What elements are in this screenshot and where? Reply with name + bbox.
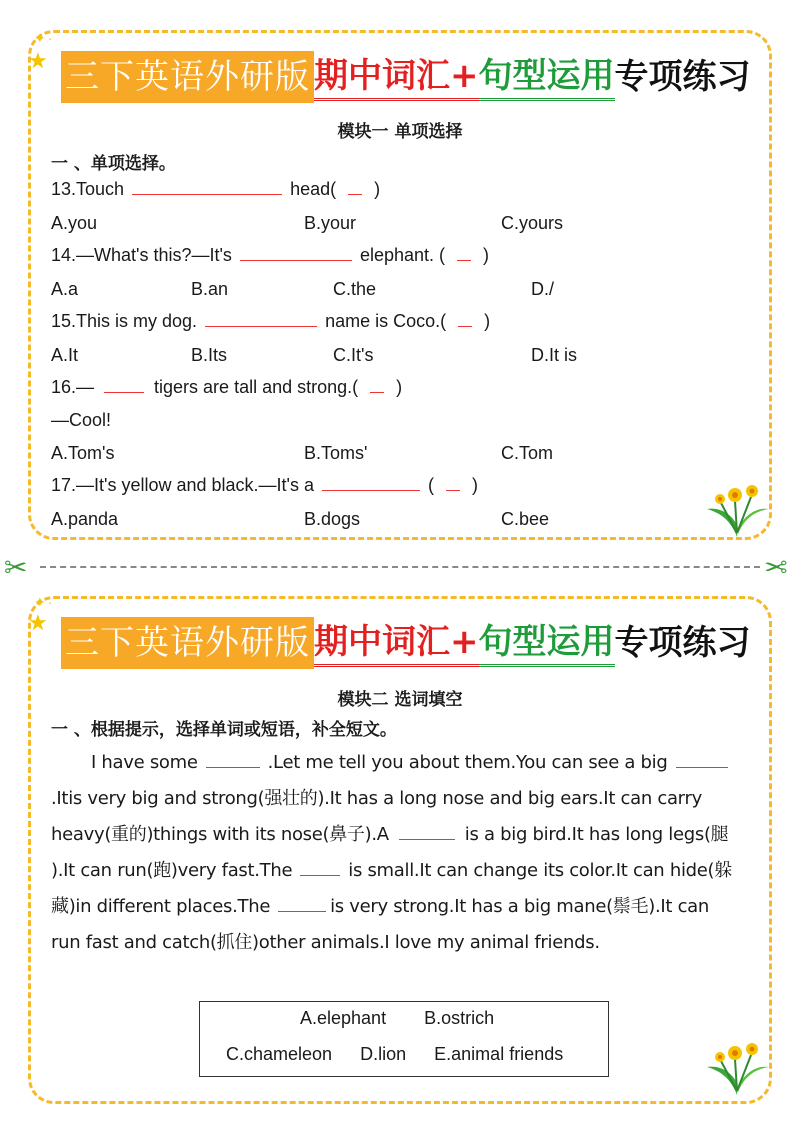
scissors-icon: ✂ [764, 552, 788, 583]
option[interactable]: B.an [191, 279, 229, 299]
word-bank-row [226, 1044, 563, 1065]
answer-blank[interactable] [132, 194, 282, 195]
answer-blank[interactable] [676, 767, 728, 768]
star-icon: ★ [28, 48, 48, 73]
module-title: 模块二 选词填空 [337, 690, 463, 710]
passage-line [51, 853, 761, 889]
answer-blank[interactable] [399, 839, 455, 840]
section-heading: 一 、根据提示，选择单词或短语，补全短文。 [51, 720, 397, 740]
question-14 [51, 245, 489, 266]
choice-blank[interactable] [457, 260, 471, 261]
passage-text: heavy(重的)things with its nose(鼻子).A [51, 824, 389, 845]
option[interactable]: B.your [304, 213, 357, 233]
word-bank [199, 1001, 609, 1077]
passage-line: run fast and catch(抓住)other animals.I love my animal friends. [51, 932, 600, 953]
title-part-4: 专项练习 [614, 623, 751, 663]
passage [51, 745, 761, 961]
question-text: head( [290, 179, 337, 199]
passage-text: is a big bird.It has long legs(腿 [464, 824, 729, 845]
section-heading: 一 、单项选择。 [51, 154, 176, 174]
option[interactable]: B.Its [191, 345, 228, 365]
title-part-3: 句型运用 [479, 620, 615, 667]
answer-blank[interactable] [300, 875, 340, 876]
scissors-icon: ✂ [4, 552, 28, 583]
question-16 [51, 377, 402, 398]
choice-blank[interactable] [370, 392, 384, 393]
question-text: elephant. ( [359, 245, 445, 265]
answer-blank[interactable] [206, 767, 260, 768]
worksheet-card-1 [28, 30, 772, 540]
question-17 [51, 475, 478, 496]
word-option[interactable]: E.animal friends [434, 1044, 564, 1064]
title-part-2: 期中词汇+ [314, 54, 479, 101]
cut-line [40, 566, 760, 568]
star-icon: ✦· [34, 30, 55, 46]
option[interactable]: A.It [51, 345, 79, 365]
option[interactable]: A.a [51, 279, 79, 299]
option[interactable]: B.dogs [304, 509, 361, 529]
worksheet-title [61, 51, 751, 103]
question-reply: —Cool! [51, 410, 112, 430]
answer-blank[interactable] [104, 392, 144, 393]
word-bank-row [300, 1008, 494, 1029]
question-text: ( [428, 475, 434, 495]
option[interactable]: C.the [333, 279, 377, 299]
star-icon: ✦· [34, 594, 55, 610]
word-option[interactable]: A.elephant [300, 1008, 387, 1028]
answer-blank[interactable] [322, 490, 420, 491]
answer-blank[interactable] [205, 326, 317, 327]
option[interactable]: C.yours [501, 213, 564, 233]
question-paren: ) [483, 245, 489, 265]
star-icon: ★ [28, 610, 48, 635]
question-paren: ) [374, 179, 381, 199]
option[interactable]: C.bee [501, 509, 550, 529]
question-13 [51, 179, 380, 200]
question-text: 17.—It's yellow and black.—It's a [51, 475, 314, 495]
passage-line [51, 889, 761, 925]
passage-text: ).It can run(跑)very fast.The [51, 860, 293, 881]
question-text: 14.—What's this?—It's [51, 245, 232, 265]
answer-blank[interactable] [278, 911, 326, 912]
title-part-3: 句型运用 [479, 54, 615, 101]
answer-blank[interactable] [240, 260, 352, 261]
question-text: 15.This is my dog. [51, 311, 198, 331]
passage-text: is very strong.It has a big mane(鬃毛).It can [330, 896, 710, 917]
question-text: tigers are tall and strong.( [154, 377, 359, 397]
passage-text: is small.It can change its color.It can hide(躲 [348, 860, 732, 881]
option[interactable]: D./ [531, 279, 555, 299]
passage-text: 藏)in different places.The [51, 896, 271, 917]
option[interactable]: C.It's [333, 345, 374, 365]
choice-blank[interactable] [458, 326, 472, 327]
title-part-1: 三下英语外研版 [61, 51, 314, 103]
option[interactable]: D.It is [531, 345, 578, 365]
word-option[interactable]: B.ostrich [424, 1008, 495, 1028]
flower-icon [701, 473, 773, 539]
word-option[interactable]: C.chameleon [226, 1044, 333, 1064]
passage-line [51, 817, 761, 853]
passage-text: I have some [91, 752, 198, 773]
question-text: 13.Touch [51, 179, 125, 199]
flower-icon [701, 1031, 773, 1097]
title-part-4: 专项练习 [614, 57, 751, 97]
question-paren: ) [484, 311, 491, 331]
passage-line: .Itis very big and strong(强壮的).It has a long nose and big ears.It can carry [51, 788, 702, 809]
option[interactable]: A.you [51, 213, 98, 233]
module-title: 模块一 单项选择 [337, 122, 463, 142]
question-15 [51, 311, 490, 332]
worksheet-title [61, 617, 751, 669]
word-option[interactable]: D.lion [360, 1044, 407, 1064]
passage-text: .Let me tell you about them.You can see a big [267, 752, 668, 773]
worksheet-card-2 [28, 596, 772, 1104]
question-text: name is Coco.( [325, 311, 447, 331]
choice-blank[interactable] [446, 490, 460, 491]
option[interactable]: A.panda [51, 509, 119, 529]
question-paren: ) [472, 475, 478, 495]
choice-blank[interactable] [348, 194, 362, 195]
option[interactable]: B.Toms' [304, 443, 368, 463]
title-part-2: 期中词汇+ [314, 620, 479, 667]
question-text: 16.— [51, 377, 95, 397]
passage-line [51, 745, 761, 781]
title-part-1: 三下英语外研版 [61, 617, 314, 669]
option[interactable]: A.Tom's [51, 443, 115, 463]
option[interactable]: C.Tom [501, 443, 554, 463]
question-paren: ) [396, 377, 403, 397]
